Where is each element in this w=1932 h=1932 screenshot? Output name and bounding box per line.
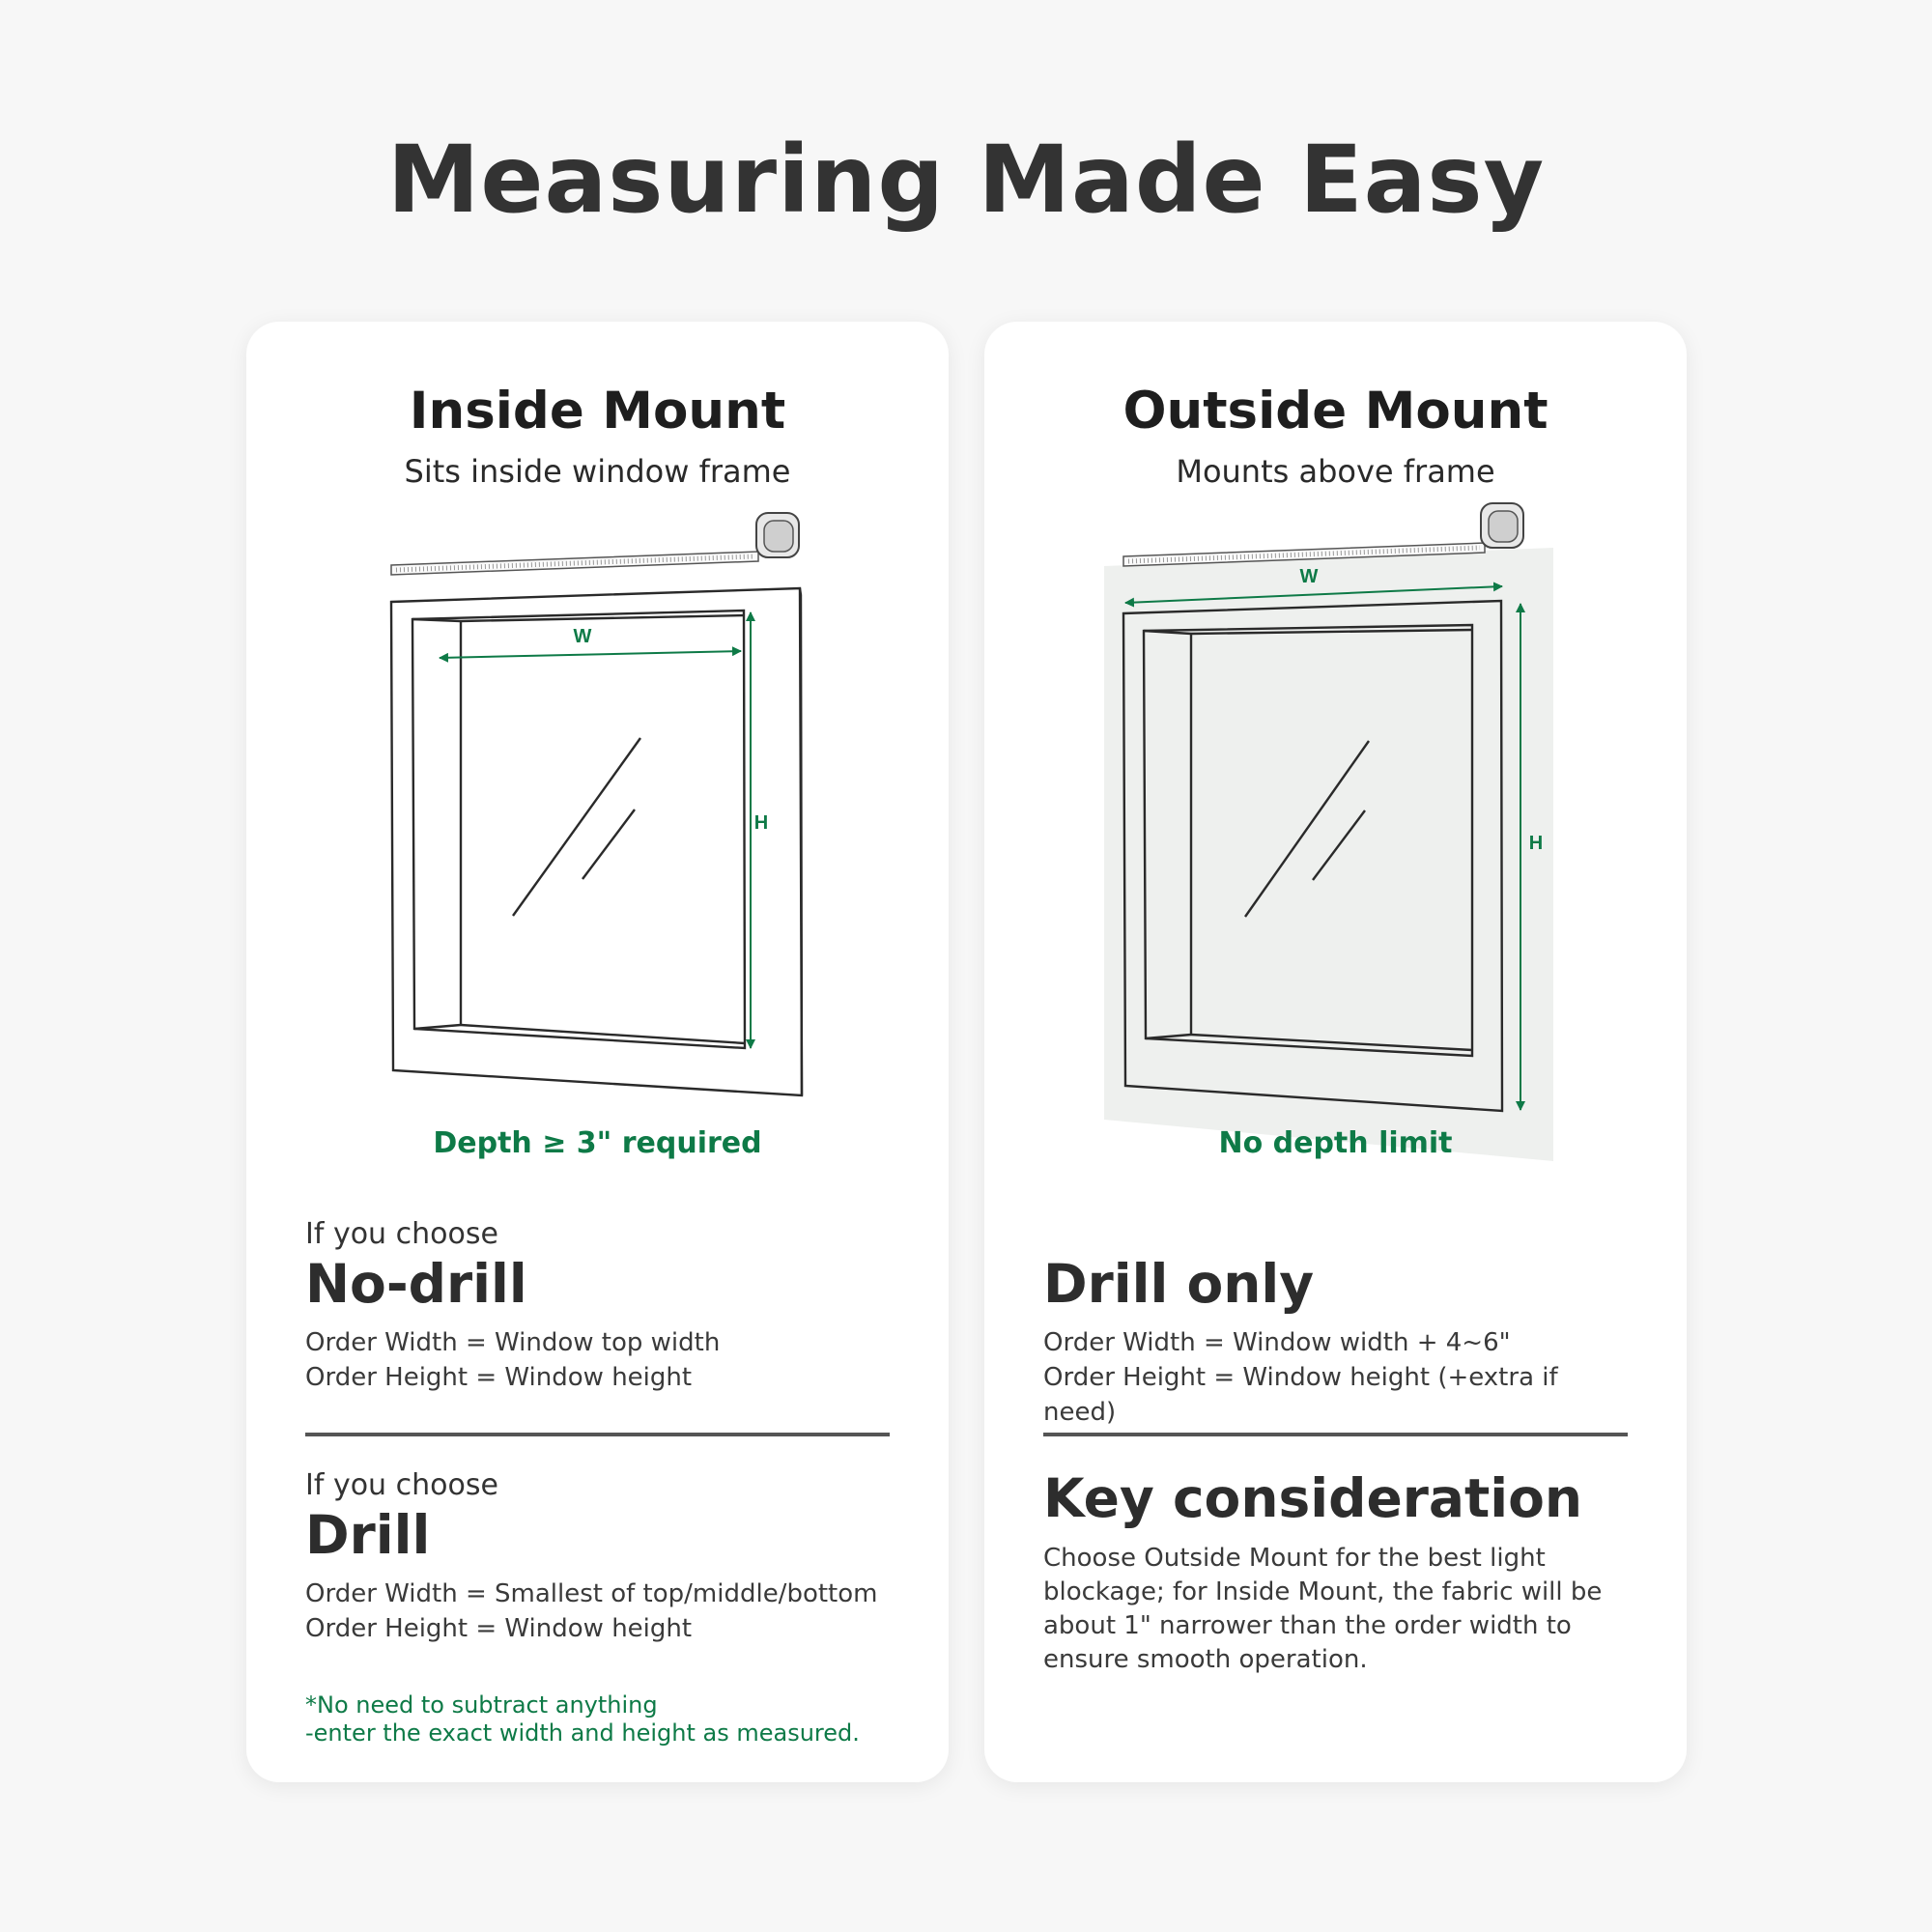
no-drill-lead: If you choose xyxy=(305,1217,498,1251)
height-label: H xyxy=(753,812,769,834)
outside-mount-card xyxy=(984,322,1687,1782)
coverage-area xyxy=(1104,548,1553,1161)
drill-height-rule: Order Height = Window height xyxy=(305,1614,693,1643)
inside-mount-subtitle: Sits inside window frame xyxy=(404,453,791,490)
no-drill-section xyxy=(305,1217,890,1395)
tape-measure-icon xyxy=(391,513,799,575)
inside-mount-title: Inside Mount xyxy=(409,382,786,440)
page-title: Measuring Made Easy xyxy=(386,126,1546,234)
key-consideration-text: Choose Outside Mount for the best light blockage; for Inside Mount, the fabric will be about 1" narrower than the order width to ensure smooth operation. xyxy=(1043,1544,1603,1674)
section-divider xyxy=(1043,1433,1628,1436)
width-label: W xyxy=(1299,566,1319,587)
height-label: H xyxy=(1528,833,1544,854)
inside-mount-illustration xyxy=(246,322,949,1143)
drill-lead: If you choose xyxy=(305,1468,498,1502)
depth-requirement: Depth ≥ 3" required xyxy=(433,1126,762,1160)
note-line-2: -enter the exact width and height as measured. xyxy=(305,1719,860,1747)
drill-only-width-rule: Order Width = Window width + 4~6" xyxy=(1043,1328,1511,1357)
drill-only-height-rule: Order Height = Window height (+extra if need) xyxy=(1043,1363,1558,1427)
no-drill-height-rule: Order Height = Window height xyxy=(305,1363,693,1392)
drill-section xyxy=(305,1468,890,1646)
drill-only-heading: Drill only xyxy=(1043,1253,1315,1315)
outside-mount-title: Outside Mount xyxy=(1122,382,1548,440)
no-drill-width-rule: Order Width = Window top width xyxy=(305,1328,721,1357)
drill-width-rule: Order Width = Smallest of top/middle/bottom xyxy=(305,1579,878,1608)
outside-mount-subtitle: Mounts above frame xyxy=(1176,453,1495,490)
no-drill-heading: No-drill xyxy=(305,1253,527,1315)
depth-requirement: No depth limit xyxy=(1218,1126,1453,1160)
drill-heading: Drill xyxy=(305,1504,431,1566)
inside-mount-card xyxy=(246,322,949,1782)
key-consideration-section xyxy=(1043,1466,1628,1677)
window-frame xyxy=(391,588,802,1095)
key-consideration-heading: Key consideration xyxy=(1043,1467,1583,1529)
width-label: W xyxy=(573,626,592,647)
section-divider xyxy=(305,1433,890,1436)
measure-note xyxy=(305,1691,890,1747)
drill-only-section xyxy=(1043,1252,1628,1430)
note-line-1: *No need to subtract anything xyxy=(305,1691,658,1719)
outside-mount-illustration xyxy=(984,322,1687,1191)
width-arrow xyxy=(440,651,741,658)
